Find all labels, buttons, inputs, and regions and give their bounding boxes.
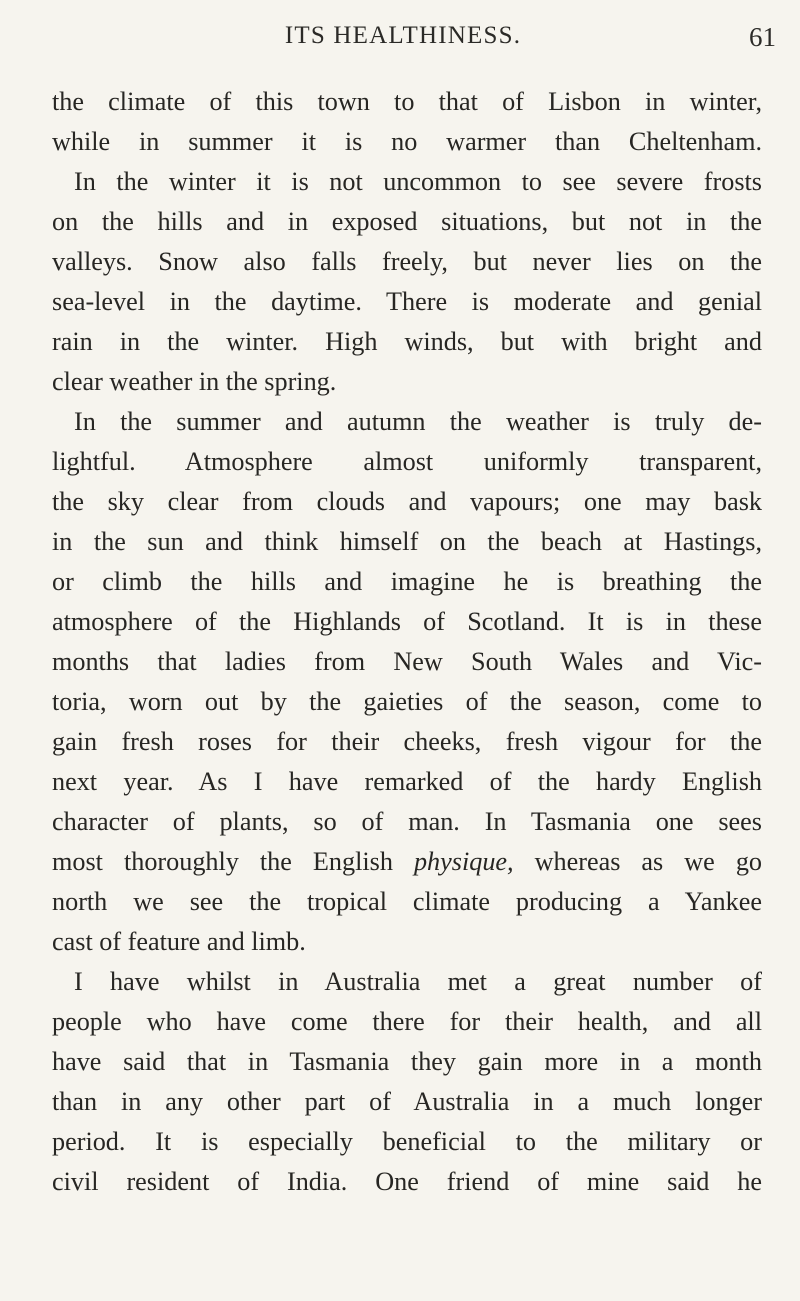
text-line-24: people who have come there for their health, and all: [52, 1007, 762, 1036]
text-line-18: next year. As I have remarked of the hardy English: [52, 767, 762, 796]
text-line-12: in the sun and think himself on the beach at Hastings,: [52, 527, 762, 556]
text-line-19: character of plants, so of man. In Tasmania one sees: [52, 807, 762, 836]
body-text: [52, 82, 762, 1202]
text-line-20-italic: physique,: [413, 847, 514, 876]
text-line-6: sea-level in the daytime. There is moderate and genial: [52, 287, 762, 316]
text-line-28: civil resident of India. One friend of mine said he: [52, 1167, 762, 1196]
text-line-8: clear weather in the spring.: [52, 367, 337, 396]
text-line-26: than in any other part of Australia in a much longer: [52, 1087, 762, 1116]
text-line-16: toria, worn out by the gaieties of the season, come to: [52, 687, 762, 716]
text-line-20: [52, 842, 762, 882]
text-line-3: In the winter it is not uncommon to see severe frosts: [74, 167, 762, 196]
running-head: [30, 22, 776, 62]
text-line-2: while in summer it is no warmer than Cheltenham.: [52, 127, 762, 156]
text-line-25: have said that in Tasmania they gain more in a month: [52, 1047, 762, 1076]
page-number: 61: [749, 22, 776, 52]
text-line-10: lightful. Atmosphere almost uniformly transparent,: [52, 447, 762, 476]
text-line-20-prefix: most thoroughly the English: [52, 847, 414, 876]
text-line-20-suffix: whereas as we go: [534, 847, 762, 876]
text-line-5: valleys. Snow also falls freely, but never lies on the: [52, 247, 762, 276]
text-line-11: the sky clear from clouds and vapours; one may bask: [52, 487, 762, 516]
text-line-4: on the hills and in exposed situations, but not in the: [52, 207, 762, 236]
text-line-9: In the summer and autumn the weather is truly de-: [74, 407, 762, 436]
text-line-1: the climate of this town to that of Lisbon in winter,: [52, 87, 762, 116]
text-line-13: or climb the hills and imagine he is breathing the: [52, 567, 762, 596]
text-line-27: period. It is especially beneficial to the military or: [52, 1127, 762, 1156]
text-line-21: north we see the tropical climate producing a Yankee: [52, 887, 762, 916]
text-line-22: cast of feature and limb.: [52, 927, 306, 956]
text-line-7: rain in the winter. High winds, but with bright and: [52, 327, 762, 356]
text-line-15: months that ladies from New South Wales and Vic-: [52, 647, 762, 676]
running-title: ITS HEALTHINESS.: [284, 22, 522, 49]
text-line-23: I have whilst in Australia met a great number of: [74, 967, 762, 996]
text-line-17: gain fresh roses for their cheeks, fresh vigour for the: [52, 727, 762, 756]
text-line-14: atmosphere of the Highlands of Scotland. It is in these: [52, 607, 762, 636]
